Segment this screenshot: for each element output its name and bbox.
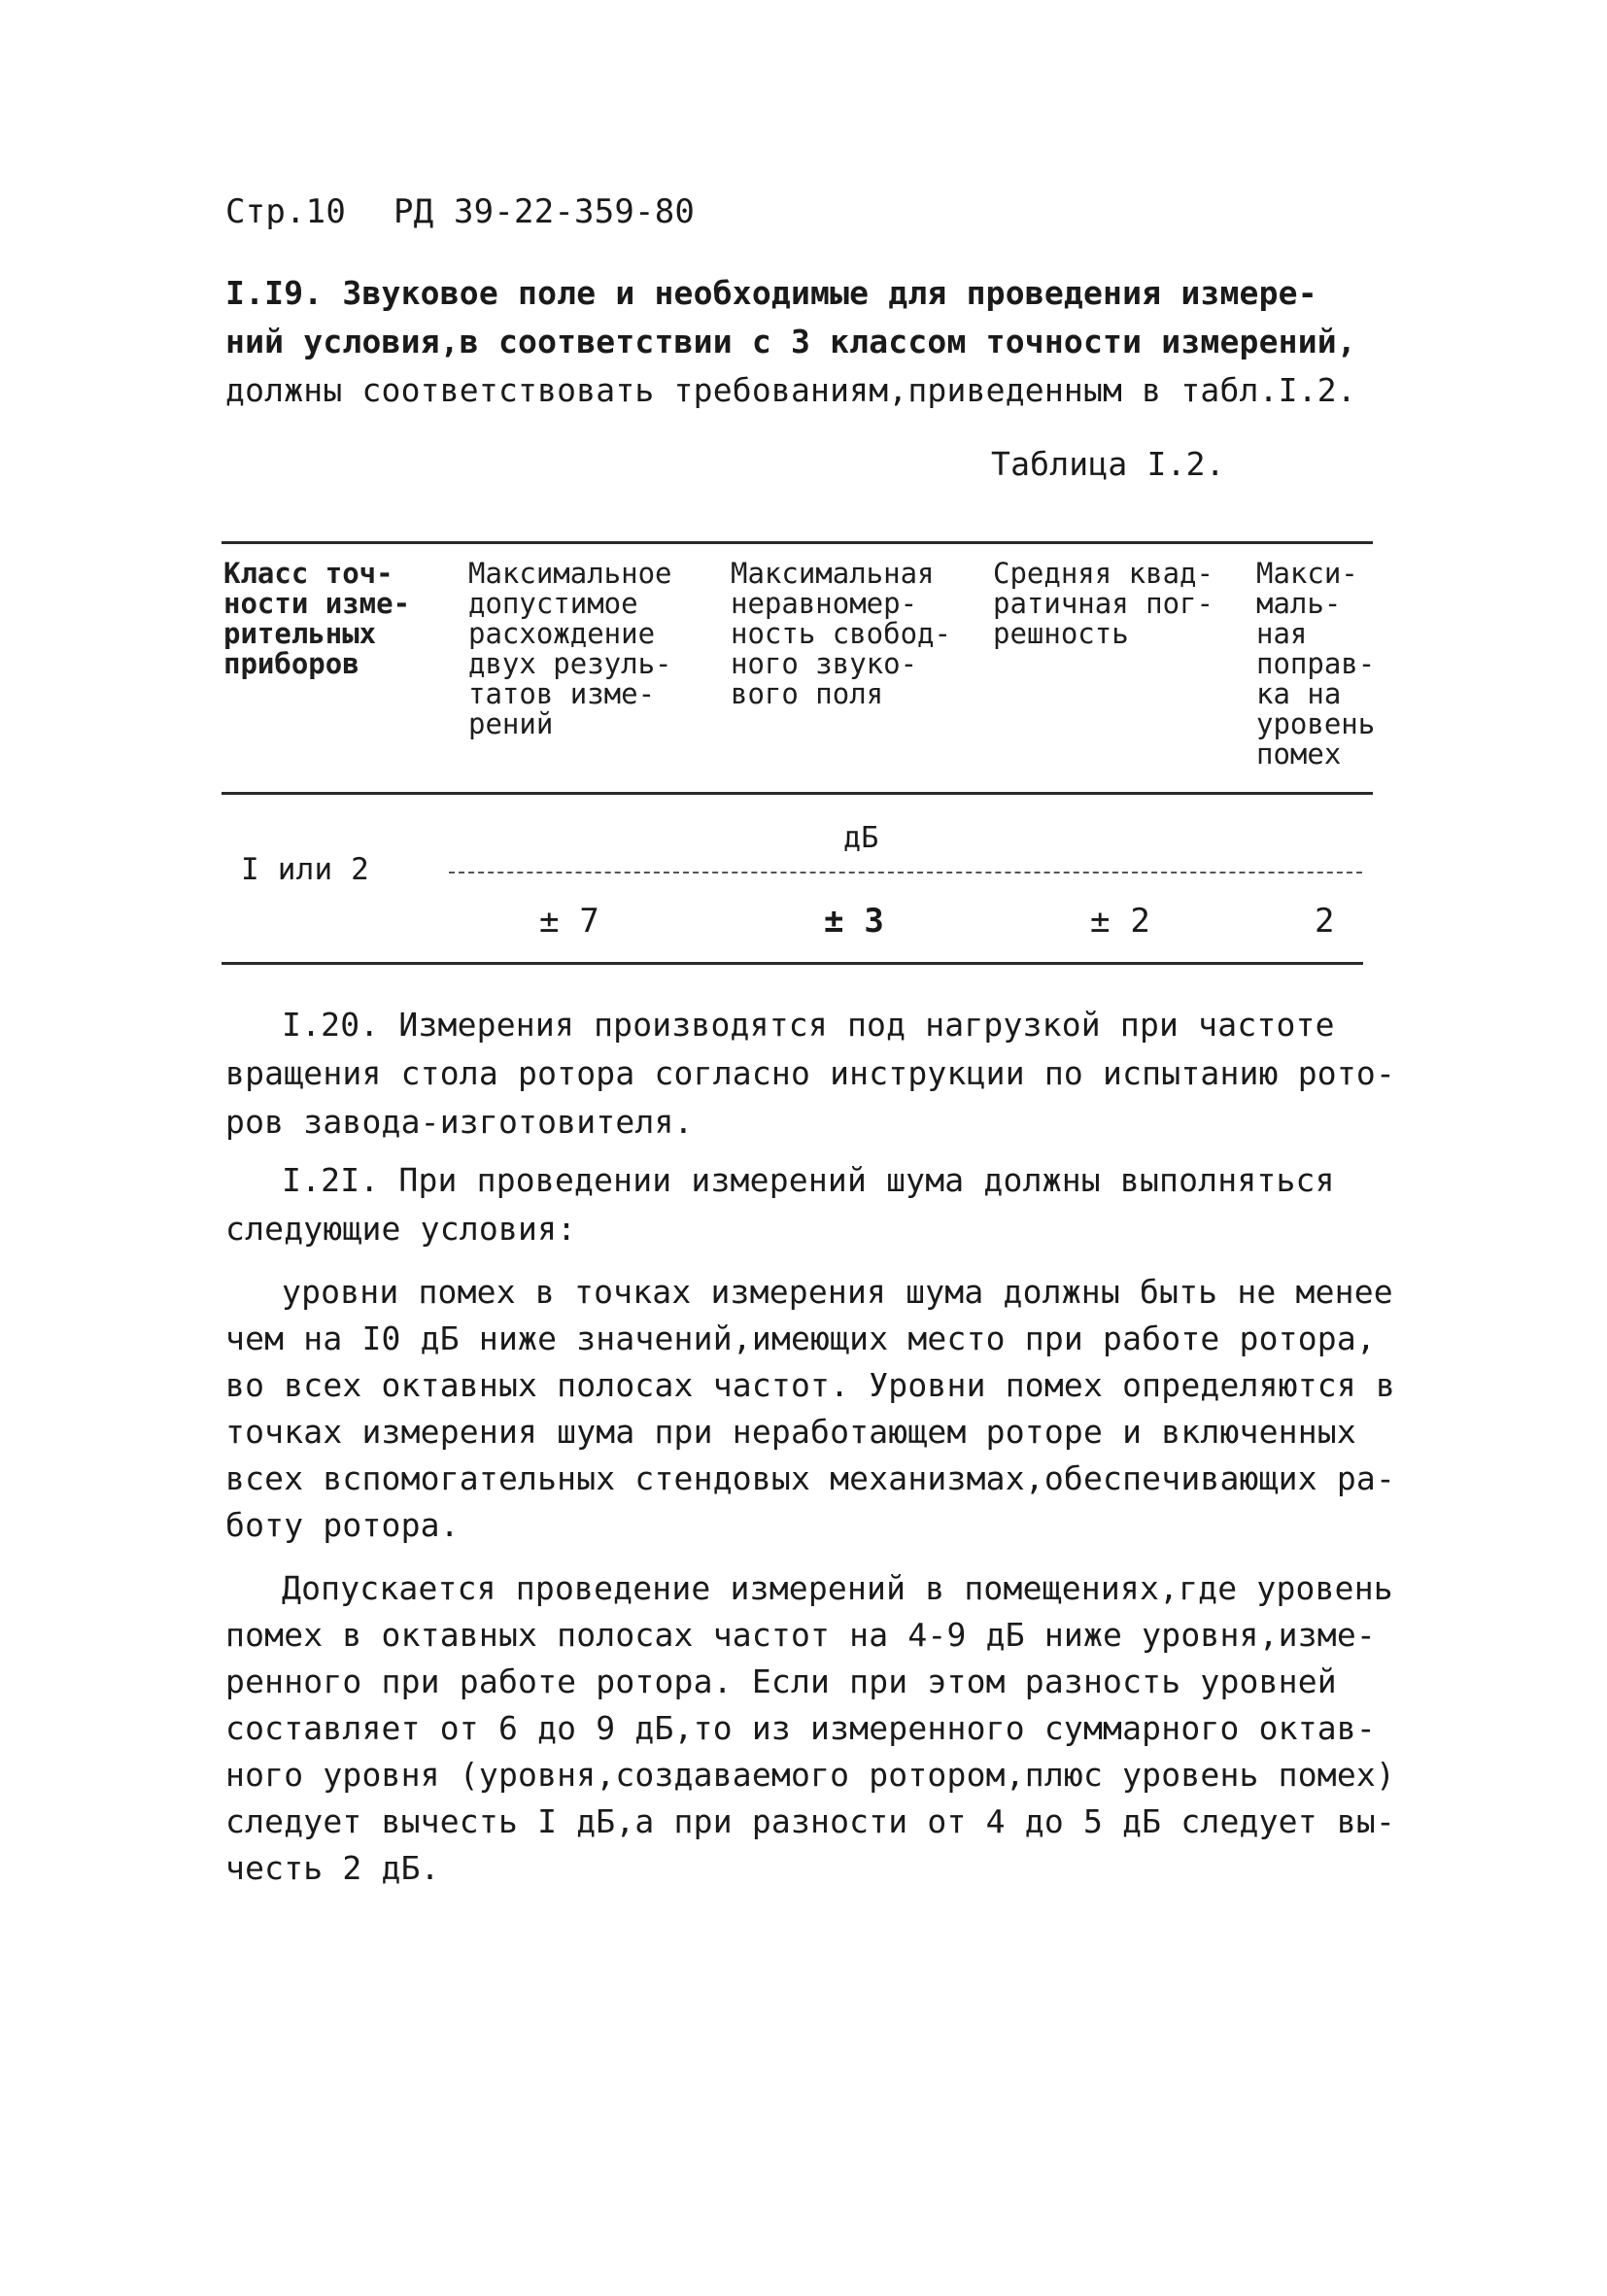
table-top-rule [222, 541, 1373, 544]
noise-paragraph-line: точках измерения шума при неработающем роторе и включенных [225, 1413, 1356, 1451]
allowed-paragraph-line: помех в октавных полосах частот на 4-9 дБ ниже уровня,изме- [225, 1616, 1376, 1654]
noise-paragraph-line: всех вспомогательных стендовых механизмах,обеспечивающих ра- [225, 1459, 1396, 1497]
table-header-max-correction: Макси- маль- ная поправ- ка на уровень помех [1256, 557, 1376, 771]
noise-paragraph-line: чем на I0 дБ ниже значений,имеющих место при работе ротора, [225, 1319, 1376, 1357]
table-caption: Таблица I.2. [991, 445, 1225, 483]
table-cell-max-nonuniformity: ± 3 [824, 902, 885, 941]
allowed-paragraph-line: Допускается проведение измерений в помещениях,где уровень [282, 1569, 1393, 1607]
table-cell-class: I или 2 [241, 852, 370, 887]
table-header-class: Класс точ- ности изме- рительных приборов [223, 557, 411, 680]
table-unit: дБ [843, 821, 879, 855]
allowed-paragraph-line: следует вычесть I дБ,а при разности от 4 до 5 дБ следует вы- [225, 1802, 1396, 1840]
allowed-paragraph-line: составляет от 6 до 9 дБ,то из измеренного суммарного октав- [225, 1709, 1376, 1747]
table-unit-rule [449, 872, 1362, 874]
section-1-19-line: ний условия,в соответствии с 3 классом точности измерений, [225, 323, 1356, 360]
allowed-paragraph-line: ного уровня (уровня,создаваемого ротором,плюс уровень помех) [225, 1756, 1396, 1794]
allowed-paragraph-line: честь 2 дБ. [225, 1849, 440, 1887]
table-header-rule [222, 792, 1373, 795]
section-1-21-line: I.2I. При проведении измерений шума должны выполняться [282, 1161, 1335, 1199]
section-1-19-line: должны соответствовать требованиям,приведенным в табл.I.2. [225, 371, 1356, 409]
document-code: РД 39-22-359-80 [393, 192, 696, 231]
noise-paragraph-line: боту ротора. [225, 1506, 460, 1544]
noise-paragraph-line: во всех октавных полосах частот. Уровни помех определяются в [225, 1366, 1396, 1404]
allowed-paragraph-line: ренного при работе ротора. Если при этом разность уровней [225, 1662, 1337, 1700]
table-header-max-discrepancy: Максимальное допустимое расхождение двух резуль- татов изме- рений [468, 557, 672, 740]
section-1-20-line: ров завода-изготовителя. [225, 1103, 694, 1141]
section-1-21-line: следующие условия: [225, 1210, 577, 1248]
table-header-max-nonuniformity: Максимальная неравномер- ность свобод- ного звуко- вого поля [731, 557, 951, 710]
table-cell-max-discrepancy: ± 7 [539, 902, 600, 941]
page-number: Стр.10 [225, 192, 347, 231]
table-bottom-rule [222, 962, 1363, 965]
table-cell-max-correction: 2 [1315, 902, 1335, 941]
section-1-19-line: I.I9. Звуковое поле и необходимые для проведения измере- [225, 274, 1317, 312]
table-header-rms-error: Средняя квад- ратичная пог- решность [993, 557, 1214, 650]
table-cell-rms-error: ± 2 [1090, 902, 1151, 941]
section-1-20-line: вращения стола ротора согласно инструкции по испытанию рото- [225, 1054, 1396, 1092]
section-1-20-line: I.20. Измерения производятся под нагрузкой при частоте [282, 1006, 1335, 1044]
noise-paragraph-line: уровни помех в точках измерения шума должны быть не менее [282, 1273, 1393, 1311]
